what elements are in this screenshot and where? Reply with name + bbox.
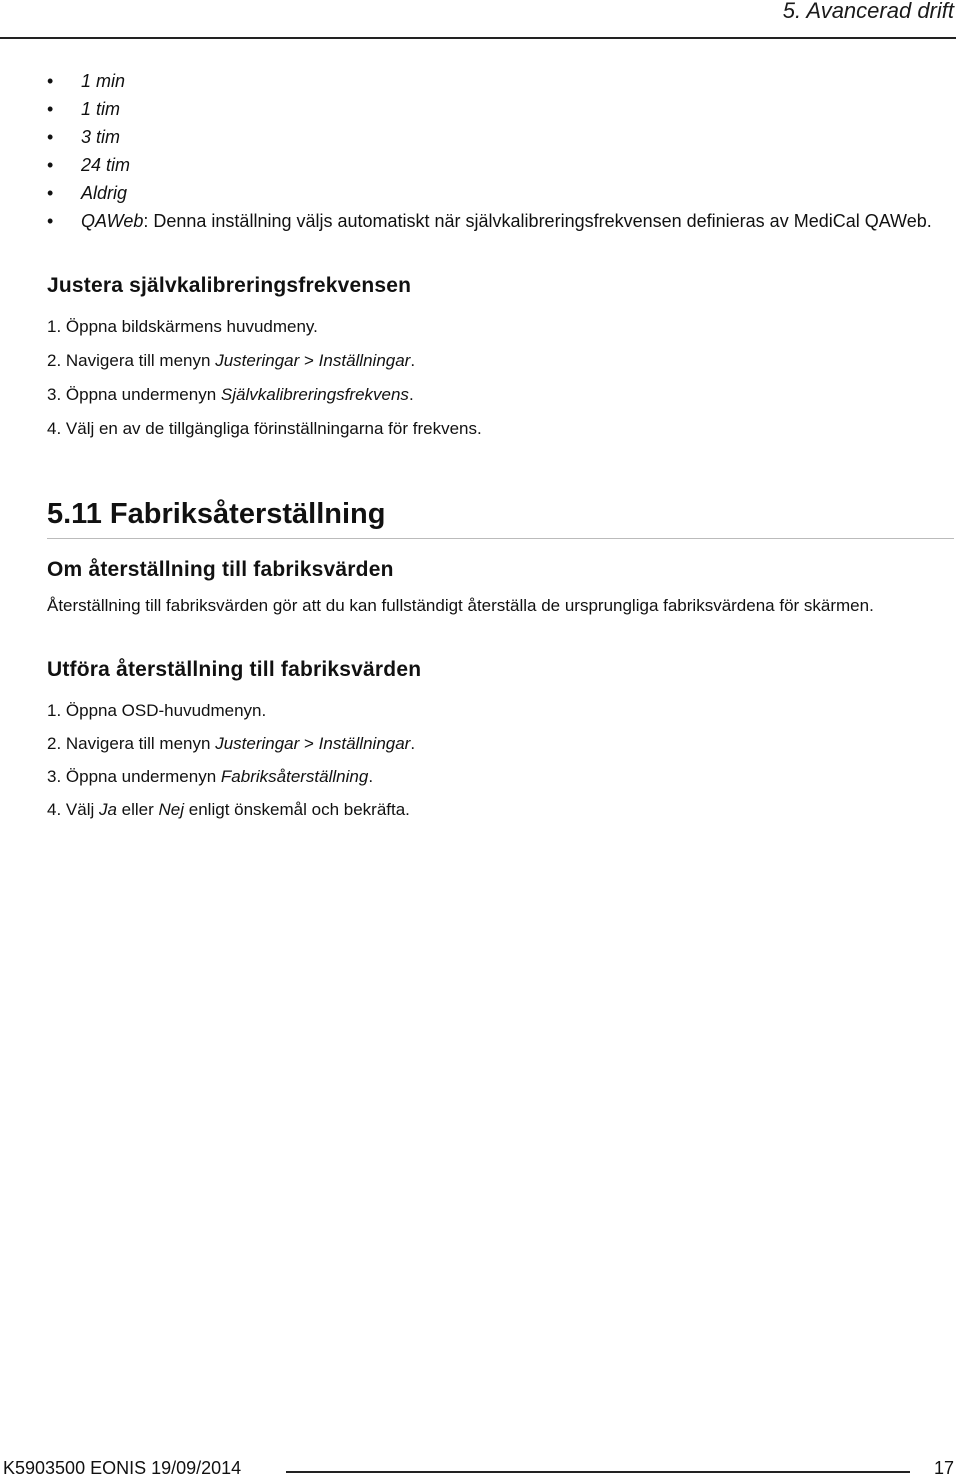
about-paragraph: Återställning till fabriksvärden gör att du kan fullständigt återställa de ursprungliga fabriksvärdena för skärmen. [47, 596, 874, 615]
step-4: 4. Välj en av de tillgängliga förinställningarna för frekvens. [47, 419, 482, 438]
bullet-icon: • [47, 183, 54, 203]
header-divider [0, 37, 956, 39]
qaweb-note: • QAWeb: Denna inställning väljs automatiskt när självkalibreringsfrekvensen definieras av MediCal QAWeb. [47, 211, 932, 231]
list-item: • 1 tim [47, 95, 957, 123]
page-number: 17 [933, 1458, 954, 1478]
step-2: 2. Navigera till menyn Justeringar > Inställningar. [47, 734, 416, 753]
step-3: 3. Öppna undermenyn Fabriksåterställning. [47, 767, 374, 786]
adjust-steps [47, 310, 482, 446]
bullet-icon: • [47, 71, 54, 91]
list-item: • 3 tim [47, 123, 957, 151]
step-2: 2. Navigera till menyn Justeringar > Inställningar. [47, 351, 416, 370]
section-heading: 5.11 Fabriksåterställning [47, 498, 386, 530]
footer-divider [286, 1471, 910, 1473]
bullet-icon: • [47, 127, 54, 147]
frequency-options-list [47, 67, 957, 233]
step-1: 1. Öppna bildskärmens huvudmeny. [47, 317, 318, 336]
chapter-title: 5. Avancerad drift [782, 0, 954, 23]
bullet-icon: • [47, 99, 54, 119]
bullet-icon: • [47, 155, 54, 175]
step-3: 3. Öppna undermenyn Självkalibreringsfrekvens. [47, 385, 414, 404]
footer-doc-id: K5903500 EONIS 19/09/2014 [3, 1458, 242, 1478]
adjust-heading: Justera självkalibreringsfrekvensen [47, 274, 412, 297]
step-1: 1. Öppna OSD-huvudmenyn. [47, 701, 267, 720]
step-4: 4. Välj Ja eller Nej enligt önskemål och bekräfta. [47, 800, 410, 819]
list-item: • Aldrig [47, 179, 957, 207]
perform-steps [47, 694, 415, 826]
perform-heading: Utföra återställning till fabriksvärden [47, 658, 422, 681]
list-item: • 1 min [47, 67, 957, 95]
bullet-icon: • [47, 211, 54, 231]
list-item: • 24 tim [47, 151, 957, 179]
section-divider [47, 538, 954, 539]
about-heading: Om återställning till fabriksvärden [47, 558, 394, 581]
